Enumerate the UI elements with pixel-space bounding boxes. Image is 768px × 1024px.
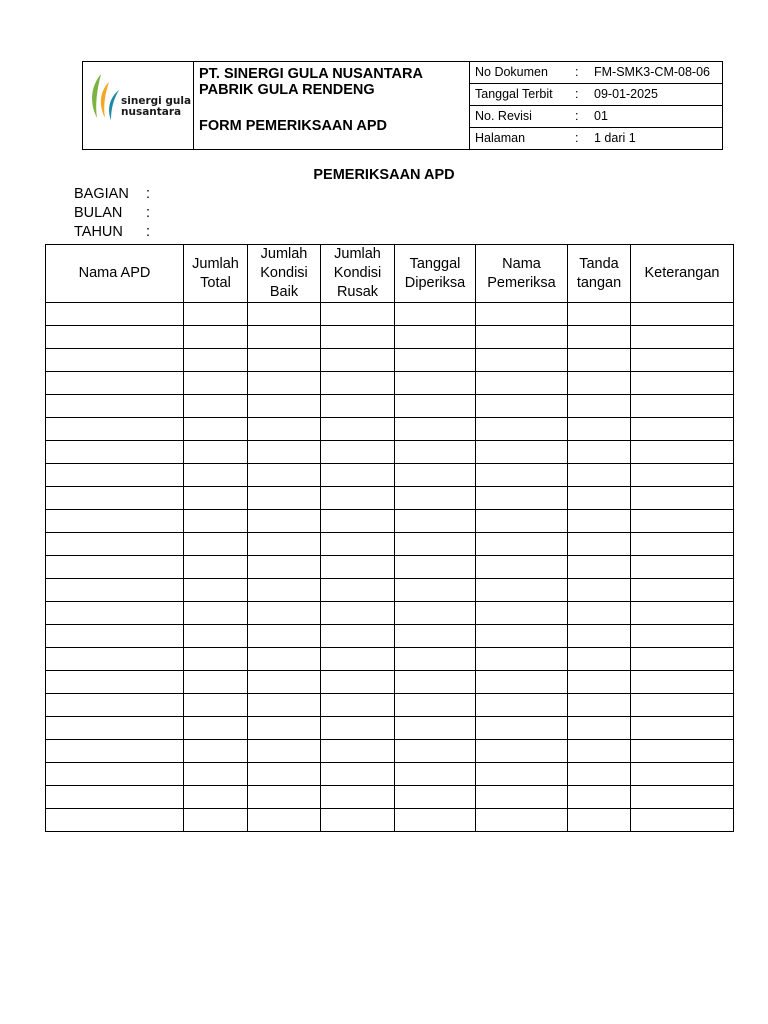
table-cell[interactable] [248,372,321,395]
table-cell[interactable] [476,763,568,786]
table-cell[interactable] [184,602,248,625]
table-cell[interactable] [321,303,395,326]
table-cell[interactable] [395,809,476,832]
table-cell[interactable] [321,556,395,579]
table-cell[interactable] [568,556,631,579]
table-cell[interactable] [476,349,568,372]
meta-colon: : [575,131,579,145]
meta-colon: : [575,87,579,101]
field-bulan [74,205,150,221]
col-header-kondisi-baik: Jumlah Kondisi Baik [248,245,321,303]
logo-cell [83,62,194,149]
table-cell[interactable] [631,671,734,694]
table-cell[interactable] [184,625,248,648]
table-cell[interactable] [631,533,734,556]
company-logo-icon [89,72,123,122]
table-cell[interactable] [476,648,568,671]
table-cell[interactable] [46,441,184,464]
table-cell[interactable] [631,464,734,487]
table-cell[interactable] [46,602,184,625]
meta-label: Halaman [475,131,526,145]
table-cell[interactable] [248,717,321,740]
table-cell[interactable] [476,809,568,832]
table-cell[interactable] [321,395,395,418]
table-cell[interactable] [568,809,631,832]
company-line2: PABRIK GULA RENDENG [199,82,375,98]
table-cell[interactable] [46,510,184,533]
table-row [46,533,734,556]
table-cell[interactable] [395,602,476,625]
table-cell[interactable] [476,717,568,740]
table-cell[interactable] [248,395,321,418]
table-cell[interactable] [395,533,476,556]
table-cell[interactable] [631,648,734,671]
field-label: TAHUN [74,224,123,240]
page-title: PEMERIKSAAN APD [313,167,455,183]
table-cell[interactable] [395,441,476,464]
table-cell[interactable] [248,464,321,487]
table-cell[interactable] [631,556,734,579]
table-cell[interactable] [46,763,184,786]
table-cell[interactable] [568,694,631,717]
table-row [46,786,734,809]
table-cell[interactable] [46,326,184,349]
meta-row-doc-number [469,62,722,84]
table-cell[interactable] [476,602,568,625]
table-cell[interactable] [476,579,568,602]
table-cell[interactable] [321,579,395,602]
table-row [46,625,734,648]
table-cell[interactable] [476,395,568,418]
table-cell[interactable] [476,740,568,763]
table-cell[interactable] [568,326,631,349]
table-cell[interactable] [631,372,734,395]
meta-value: 09-01-2025 [594,87,658,101]
table-cell[interactable] [46,648,184,671]
table-cell[interactable] [46,487,184,510]
table-cell[interactable] [184,717,248,740]
table-cell[interactable] [184,487,248,510]
table-cell[interactable] [395,510,476,533]
table-cell[interactable] [184,579,248,602]
table-cell[interactable] [568,671,631,694]
table-cell[interactable] [395,464,476,487]
table-cell[interactable] [395,740,476,763]
table-cell[interactable] [46,418,184,441]
table-cell[interactable] [46,809,184,832]
table-cell[interactable] [631,418,734,441]
table-cell[interactable] [476,625,568,648]
table-cell[interactable] [248,763,321,786]
table-cell[interactable] [184,510,248,533]
field-colon: : [146,224,151,240]
logo-wordmark [121,96,191,118]
table-cell[interactable] [46,303,184,326]
table-cell[interactable] [46,395,184,418]
table-cell[interactable] [476,441,568,464]
col-header-nama-apd: Nama APD [46,245,184,303]
table-cell[interactable] [395,303,476,326]
field-colon: : [146,205,151,221]
meta-colon: : [575,65,579,79]
table-cell[interactable] [476,464,568,487]
table-row [46,487,734,510]
table-cell[interactable] [321,694,395,717]
form-title: FORM PEMERIKSAAN APD [199,118,387,134]
col-header-nama-pemeriksa: Nama Pemeriksa [476,245,568,303]
table-row [46,648,734,671]
meta-label: No. Revisi [475,109,532,123]
table-cell[interactable] [248,418,321,441]
table-cell[interactable] [321,786,395,809]
table-cell[interactable] [184,372,248,395]
table-cell[interactable] [631,395,734,418]
table-cell[interactable] [46,717,184,740]
table-cell[interactable] [321,625,395,648]
table-cell[interactable] [46,786,184,809]
table-cell[interactable] [321,671,395,694]
table-cell[interactable] [248,349,321,372]
table-cell[interactable] [568,648,631,671]
table-cell[interactable] [395,395,476,418]
table-cell[interactable] [568,510,631,533]
field-tahun [74,224,150,240]
table-cell[interactable] [184,763,248,786]
table-cell[interactable] [395,625,476,648]
table-cell[interactable] [476,694,568,717]
table-cell[interactable] [568,579,631,602]
table-cell[interactable] [184,533,248,556]
table-cell[interactable] [248,326,321,349]
table-cell[interactable] [476,671,568,694]
table-cell[interactable] [631,487,734,510]
table-cell[interactable] [46,625,184,648]
table-cell[interactable] [395,786,476,809]
table-cell[interactable] [568,303,631,326]
table-row [46,556,734,579]
table-row [46,510,734,533]
meta-value: FM-SMK3-CM-08-06 [594,65,710,79]
table-cell[interactable] [184,809,248,832]
table-cell[interactable] [248,510,321,533]
table-cell[interactable] [321,464,395,487]
table-cell[interactable] [395,671,476,694]
meta-row-revision [469,106,722,128]
table-cell[interactable] [184,740,248,763]
table-cell[interactable] [568,786,631,809]
meta-label: No Dokumen [475,65,548,79]
field-label: BULAN [74,205,123,221]
table-cell[interactable] [248,809,321,832]
company-line1: PT. SINERGI GULA NUSANTARA [199,66,423,82]
table-cell[interactable] [568,372,631,395]
table-cell[interactable] [321,418,395,441]
col-header-keterangan: Keterangan [631,245,734,303]
table-cell[interactable] [631,326,734,349]
table-cell[interactable] [184,418,248,441]
col-header-tanggal-diperiksa: Tanggal Diperiksa [395,245,476,303]
table-row [46,694,734,717]
table-row [46,395,734,418]
table-cell[interactable] [395,763,476,786]
table-cell[interactable] [568,464,631,487]
table-cell[interactable] [395,372,476,395]
table-cell[interactable] [631,786,734,809]
table-cell[interactable] [568,418,631,441]
table-row [46,372,734,395]
table-cell[interactable] [184,441,248,464]
table-cell[interactable] [395,418,476,441]
table-cell[interactable] [46,464,184,487]
table-cell[interactable] [46,372,184,395]
table-cell[interactable] [568,717,631,740]
field-colon: : [146,186,151,202]
table-cell[interactable] [568,602,631,625]
meta-value: 1 dari 1 [594,131,636,145]
col-header-tanda-tangan: Tanda tangan [568,245,631,303]
field-label: BAGIAN [74,186,129,202]
table-cell[interactable] [248,625,321,648]
table-cell[interactable] [184,395,248,418]
company-name [199,66,423,98]
meta-row-page [469,128,722,150]
table-cell[interactable] [395,556,476,579]
table-cell[interactable] [476,786,568,809]
table-row [46,763,734,786]
document-header [82,61,723,150]
table-cell[interactable] [568,533,631,556]
document-meta [469,62,722,149]
table-cell[interactable] [46,740,184,763]
table-cell[interactable] [631,303,734,326]
table-header-row [46,245,734,303]
table-cell[interactable] [631,625,734,648]
table-cell[interactable] [248,602,321,625]
table-cell[interactable] [631,694,734,717]
table-cell[interactable] [321,740,395,763]
table-cell[interactable] [184,556,248,579]
table-cell[interactable] [631,441,734,464]
table-cell[interactable] [46,533,184,556]
table-row [46,671,734,694]
table-cell[interactable] [476,326,568,349]
table-cell[interactable] [321,809,395,832]
table-cell[interactable] [631,717,734,740]
table-cell[interactable] [184,303,248,326]
meta-colon: : [575,109,579,123]
table-cell[interactable] [184,464,248,487]
table-cell[interactable] [568,763,631,786]
table-cell[interactable] [395,717,476,740]
table-cell[interactable] [568,441,631,464]
table-cell[interactable] [321,326,395,349]
table-cell[interactable] [476,372,568,395]
table-cell[interactable] [631,809,734,832]
table-cell[interactable] [476,510,568,533]
table-cell[interactable] [568,349,631,372]
table-cell[interactable] [395,579,476,602]
table-cell[interactable] [321,533,395,556]
table-cell[interactable] [321,349,395,372]
field-bagian [74,186,150,202]
table-cell[interactable] [568,740,631,763]
table-cell[interactable] [248,487,321,510]
table-row [46,809,734,832]
table-cell[interactable] [321,372,395,395]
table-row [46,441,734,464]
table-cell[interactable] [321,487,395,510]
table-cell[interactable] [568,395,631,418]
table-cell[interactable] [395,648,476,671]
table-cell[interactable] [321,648,395,671]
table-cell[interactable] [248,671,321,694]
table-cell[interactable] [248,579,321,602]
table-cell[interactable] [631,763,734,786]
table-cell[interactable] [46,349,184,372]
table-cell[interactable] [184,671,248,694]
table-row [46,717,734,740]
table-cell[interactable] [248,786,321,809]
table-cell[interactable] [568,487,631,510]
table-cell[interactable] [248,533,321,556]
table-cell[interactable] [248,648,321,671]
table-cell[interactable] [184,694,248,717]
table-cell[interactable] [321,510,395,533]
table-cell[interactable] [46,694,184,717]
table-row [46,464,734,487]
table-cell[interactable] [248,441,321,464]
table-cell[interactable] [46,671,184,694]
table-cell[interactable] [184,326,248,349]
table-cell[interactable] [631,510,734,533]
table-row [46,740,734,763]
table-cell[interactable] [631,740,734,763]
col-header-kondisi-rusak: Jumlah Kondisi Rusak [321,245,395,303]
table-row [46,418,734,441]
table-cell[interactable] [184,349,248,372]
table-cell[interactable] [184,648,248,671]
table-cell[interactable] [395,487,476,510]
table-cell[interactable] [248,740,321,763]
table-cell[interactable] [395,326,476,349]
table-cell[interactable] [476,418,568,441]
table-cell[interactable] [395,349,476,372]
logo-text-line1: sinergi gula [121,95,192,107]
table-cell[interactable] [321,763,395,786]
table-cell[interactable] [248,303,321,326]
table-cell[interactable] [631,349,734,372]
table-cell[interactable] [321,602,395,625]
col-header-jumlah-total: Jumlah Total [184,245,248,303]
table-cell[interactable] [321,717,395,740]
table-cell[interactable] [631,602,734,625]
logo-text-line2: nusantara [121,106,182,118]
table-cell[interactable] [46,556,184,579]
table-cell[interactable] [476,487,568,510]
table-row [46,303,734,326]
meta-value: 01 [594,109,608,123]
table-row [46,579,734,602]
apd-inspection-table [45,244,734,832]
table-cell[interactable] [631,579,734,602]
table-row [46,602,734,625]
table-cell[interactable] [476,303,568,326]
table-row [46,349,734,372]
table-cell[interactable] [321,441,395,464]
table-cell[interactable] [248,694,321,717]
table-cell[interactable] [46,579,184,602]
header-title-cell [193,62,470,149]
table-cell[interactable] [248,556,321,579]
table-cell[interactable] [568,625,631,648]
meta-label: Tanggal Terbit [475,87,553,101]
table-cell[interactable] [476,533,568,556]
table-row [46,326,734,349]
table-cell[interactable] [184,786,248,809]
table-cell[interactable] [395,694,476,717]
meta-row-issue-date [469,84,722,106]
table-cell[interactable] [476,556,568,579]
